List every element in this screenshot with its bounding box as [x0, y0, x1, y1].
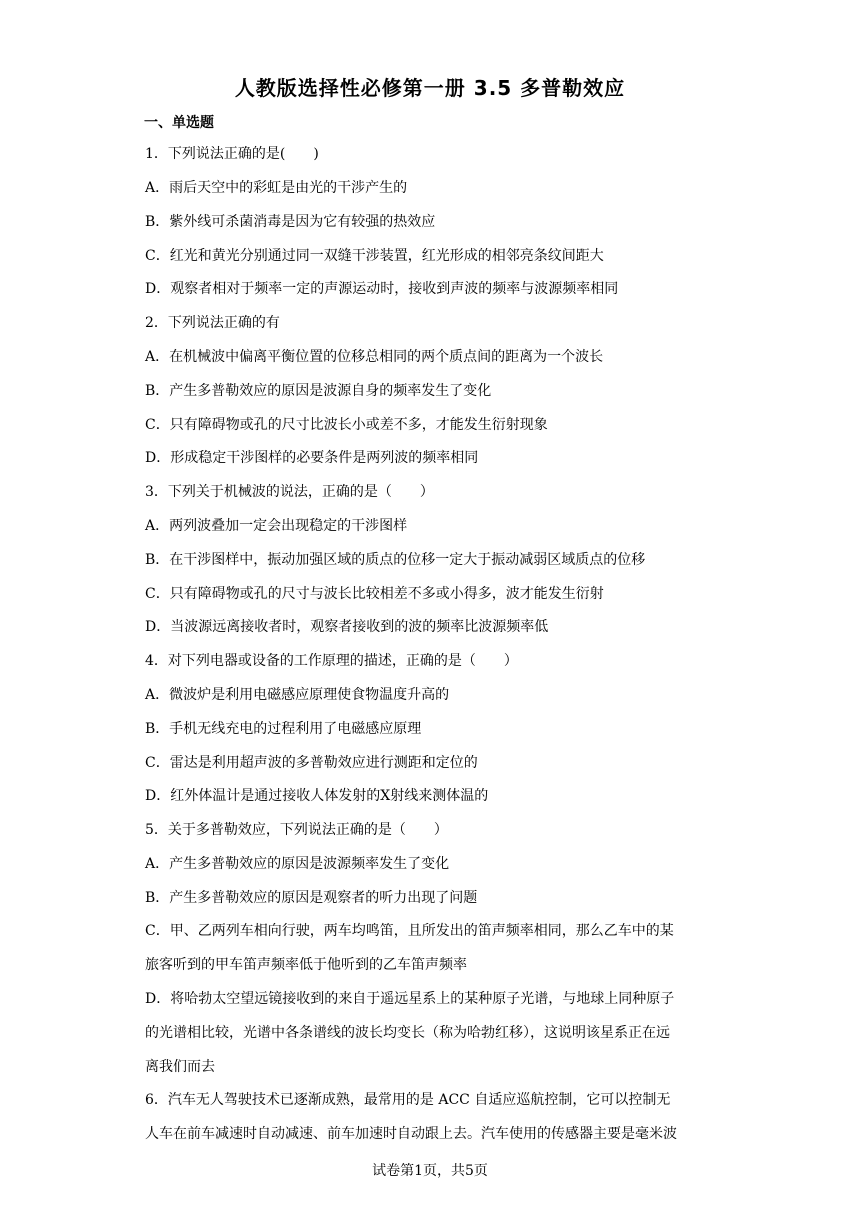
question-3-option-a: A．两列波叠加一定会出现稳定的干涉图样	[145, 518, 408, 534]
question-5-stem: 5．关于多普勒效应，下列说法正确的是（ ）	[145, 822, 448, 838]
section-heading: 一、单选题	[144, 115, 214, 131]
question-3-option-c: C．只有障碍物或孔的尺寸与波长比较相差不多或小得多，波才能发生衍射	[145, 586, 604, 602]
question-3-option-d: D．当波源远离接收者时，观察者接收到的波的频率比波源频率低	[145, 619, 549, 635]
question-1-option-b: B．紫外线可杀菌消毒是因为它有较强的热效应	[145, 214, 436, 230]
question-3-stem: 3．下列关于机械波的说法，正确的是（ ）	[145, 484, 434, 500]
question-4-stem: 4．对下列电器或设备的工作原理的描述，正确的是（ ）	[145, 653, 518, 669]
page-title: 人教版选择性必修第一册 3.5 多普勒效应	[234, 76, 626, 100]
question-5-option-c-cont: 旅客听到的甲车笛声频率低于他听到的乙车笛声频率	[145, 957, 467, 973]
question-2-option-b: B．产生多普勒效应的原因是波源自身的频率发生了变化	[145, 383, 492, 399]
question-6-stem: 6．汽车无人驾驶技术已逐渐成熟，最常用的是 ACC 自适应巡航控制，它可以控制无	[145, 1092, 671, 1108]
question-1-stem: 1．下列说法正确的是( )	[145, 146, 319, 162]
question-5-option-d: D．将哈勃太空望远镜接收到的来自于遥远星系上的某种原子光谱，与地球上同种原子	[145, 991, 675, 1007]
question-2-option-a: A．在机械波中偏离平衡位置的位移总相同的两个质点间的距离为一个波长	[145, 349, 604, 365]
question-5-option-c: C．甲、乙两列车相向行驶，两车均鸣笛，且所发出的笛声频率相同，那么乙车中的某	[145, 923, 674, 939]
question-1-option-a: A．雨后天空中的彩虹是由光的干涉产生的	[145, 180, 408, 196]
question-1-option-d: D．观察者相对于频率一定的声源运动时，接收到声波的频率与波源频率相同	[145, 281, 619, 297]
question-5-option-d-cont: 的光谱相比较，光谱中各条谱线的波长均变长（称为哈勃红移），这说明该星系正在远	[145, 1025, 670, 1041]
question-5-option-a: A．产生多普勒效应的原因是波源频率发生了变化	[145, 856, 450, 872]
page-footer: 试卷第1页，共5页	[372, 1163, 488, 1179]
question-6-stem-cont: 人车在前车减速时自动减速、前车加速时自动跟上去。汽车使用的传感器主要是毫米波	[145, 1126, 677, 1142]
question-2-option-d: D．形成稳定干涉图样的必要条件是两列波的频率相同	[145, 450, 479, 466]
question-4-option-a: A．微波炉是利用电磁感应原理使食物温度升高的	[145, 687, 450, 703]
question-2-option-c: C．只有障碍物或孔的尺寸比波长小或差不多，才能发生衍射现象	[145, 417, 548, 433]
question-4-option-c: C．雷达是利用超声波的多普勒效应进行测距和定位的	[145, 755, 478, 771]
question-3-option-b: B．在干涉图样中，振动加强区域的质点的位移一定大于振动减弱区域质点的位移	[145, 552, 646, 568]
question-5-option-b: B．产生多普勒效应的原因是观察者的听力出现了问题	[145, 890, 478, 906]
question-2-stem: 2．下列说法正确的有	[145, 315, 280, 331]
question-4-option-b: B．手机无线充电的过程利用了电磁感应原理	[145, 721, 422, 737]
question-1-option-c: C．红光和黄光分别通过同一双缝干涉装置，红光形成的相邻亮条纹间距大	[145, 248, 604, 264]
question-4-option-d: D．红外体温计是通过接收人体发射的X射线来测体温的	[145, 788, 489, 804]
question-5-option-d-cont: 离我们而去	[145, 1059, 215, 1075]
